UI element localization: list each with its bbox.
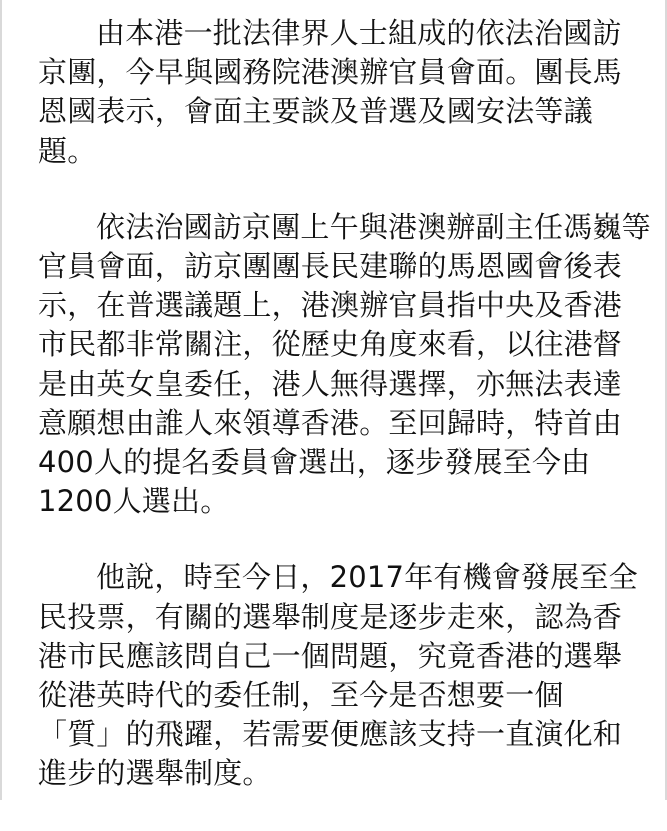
- text-line: 他說，時至今日，2017年有機會發展至全: [96, 560, 638, 595]
- text-line: 由本港一批法律界人士組成的依法治國訪: [96, 16, 622, 50]
- text-line: 市民都非常關注，從歷史角度來看，以往港督: [38, 327, 623, 362]
- text-line: 恩國表示，會面主要談及普選及國安法等議: [38, 94, 593, 129]
- text-line: 從港英時代的委任制，至今是否想要一個: [38, 678, 564, 713]
- text-line: 港市民應該問自己一個問題，究竟香港的選舉: [38, 638, 623, 673]
- text-line: 1200人選出。: [38, 484, 230, 519]
- text-line: 意願想由誰人來領導香港。至回歸時，特首由: [38, 405, 623, 440]
- paragraph-1: [38, 14, 658, 171]
- text-line: 京團，今早與國務院港澳辦官員會面。團長馬: [38, 55, 623, 90]
- text-line: 民投票，有關的選舉制度是逐步走來，認為香: [38, 599, 623, 634]
- text-line: 示，在普選議題上，港澳辦官員指中央及香港: [38, 288, 623, 323]
- text-line: 是由英女皇委任，港人無得選擇，亦無法表達: [38, 366, 623, 401]
- text-line: 進步的選舉制度。: [38, 756, 272, 791]
- text-line: 依法治國訪京團上午與港澳辦副主任馮巍等: [96, 209, 651, 244]
- article-body: [38, 14, 658, 831]
- paragraph-2: [38, 208, 658, 522]
- text-line: 「質」的飛躍，若需要便應該支持一直演化和: [38, 717, 623, 752]
- text-line: 題。: [38, 133, 97, 168]
- paragraph-3: [38, 558, 658, 793]
- text-line: 400人的提名委員會選出，逐步發展至今由: [38, 445, 591, 480]
- text-line: 官員會面，訪京團團長民建聯的馬恩國會後表: [38, 249, 623, 284]
